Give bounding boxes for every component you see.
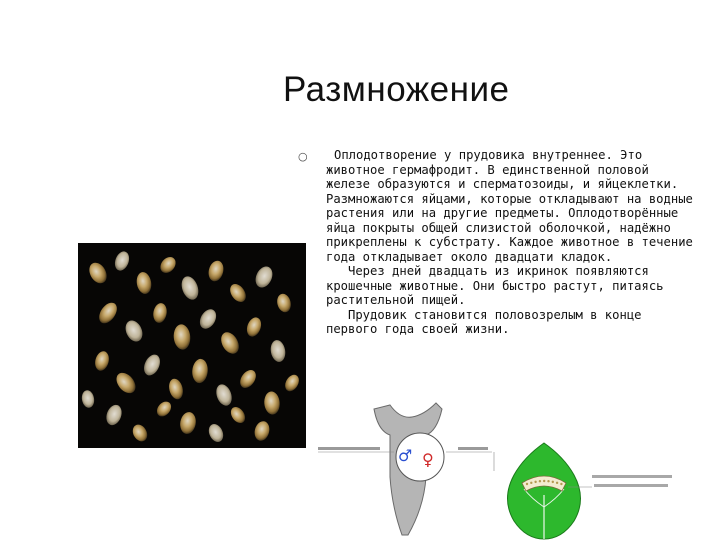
clutch-egg-dot <box>534 481 536 483</box>
paragraph-hatching: Через дней двадцать из икринок появляются крошечные животные. Они быстро растут, питаясь растительной пищей. <box>326 264 664 307</box>
snail-egg <box>104 403 125 428</box>
snail-egg <box>282 372 301 393</box>
snail-egg <box>112 249 131 272</box>
snail-eggs-photo <box>78 243 306 448</box>
snail-egg <box>214 382 235 408</box>
slide-title: Размножение <box>283 70 510 109</box>
snail-egg <box>157 254 178 276</box>
snail-egg <box>81 389 96 408</box>
clutch-egg-dot <box>539 480 541 482</box>
snail-egg <box>113 369 140 397</box>
clutch-egg-dot <box>560 483 562 485</box>
clutch-egg-dot <box>547 480 549 482</box>
clutch-egg-dot <box>552 481 554 483</box>
snail-egg <box>275 292 293 313</box>
snail-egg <box>252 264 275 290</box>
snail-egg <box>167 377 185 401</box>
clutch-egg-dot <box>530 482 532 484</box>
snail-egg <box>179 411 198 435</box>
snail-egg <box>218 329 243 357</box>
snail-egg <box>206 259 225 283</box>
snail-eggs-image <box>78 243 306 448</box>
snail-egg <box>253 420 272 443</box>
snail-egg <box>263 391 280 415</box>
body-text <box>326 148 696 337</box>
snail-egg <box>130 422 150 444</box>
snail-egg <box>135 271 153 295</box>
snail-egg <box>141 352 163 378</box>
snail-egg <box>154 399 174 419</box>
reproduction-diagram-svg <box>312 395 692 540</box>
male-symbol-icon: ♂ <box>398 446 413 465</box>
snail-egg <box>93 350 111 373</box>
paragraph-maturity: Прудовик становится половозрелым в конце первого года своей жизни. <box>326 307 642 336</box>
snail-egg <box>173 324 192 351</box>
snail-egg <box>228 404 248 425</box>
female-symbol-icon: ♀ <box>422 450 434 469</box>
clutch-egg-dot <box>543 480 545 482</box>
snail-egg <box>191 358 208 383</box>
snail-egg <box>179 274 202 302</box>
clutch-egg-dot <box>526 483 528 485</box>
snail-egg <box>152 302 168 324</box>
tiny-label-left <box>318 447 380 450</box>
snail-egg <box>96 299 121 326</box>
bullet-circle-icon: ○ <box>298 150 308 163</box>
snail-egg <box>269 339 287 363</box>
snail-egg <box>206 422 226 445</box>
clutch-egg-dot <box>556 482 558 484</box>
reproduction-diagram <box>312 395 692 540</box>
snail-egg <box>197 306 220 331</box>
snail-egg <box>244 315 263 338</box>
tiny-label-leaf-2 <box>594 484 668 487</box>
tiny-label-right <box>458 447 488 450</box>
snail-egg <box>86 260 110 287</box>
paragraph-fertilization: Оплодотворение у прудовика внутреннее. Это животное гермафродит. В единственной половой железе образуются и сперматозоиды, и яйцеклетки. Размножаются яйцами, которые откладывают на водные растения или на другие предметы. Оплодотворённые яйца покрыты общей слизистой оболочкой, надёжно прикреплены к субстрату. Каждое животное в течение года откладывает около двадцати кладок. <box>326 148 693 264</box>
snail-egg <box>237 367 259 391</box>
tiny-label-leaf-1 <box>592 475 672 478</box>
snail-egg <box>227 281 249 305</box>
snail-egg <box>122 318 145 344</box>
